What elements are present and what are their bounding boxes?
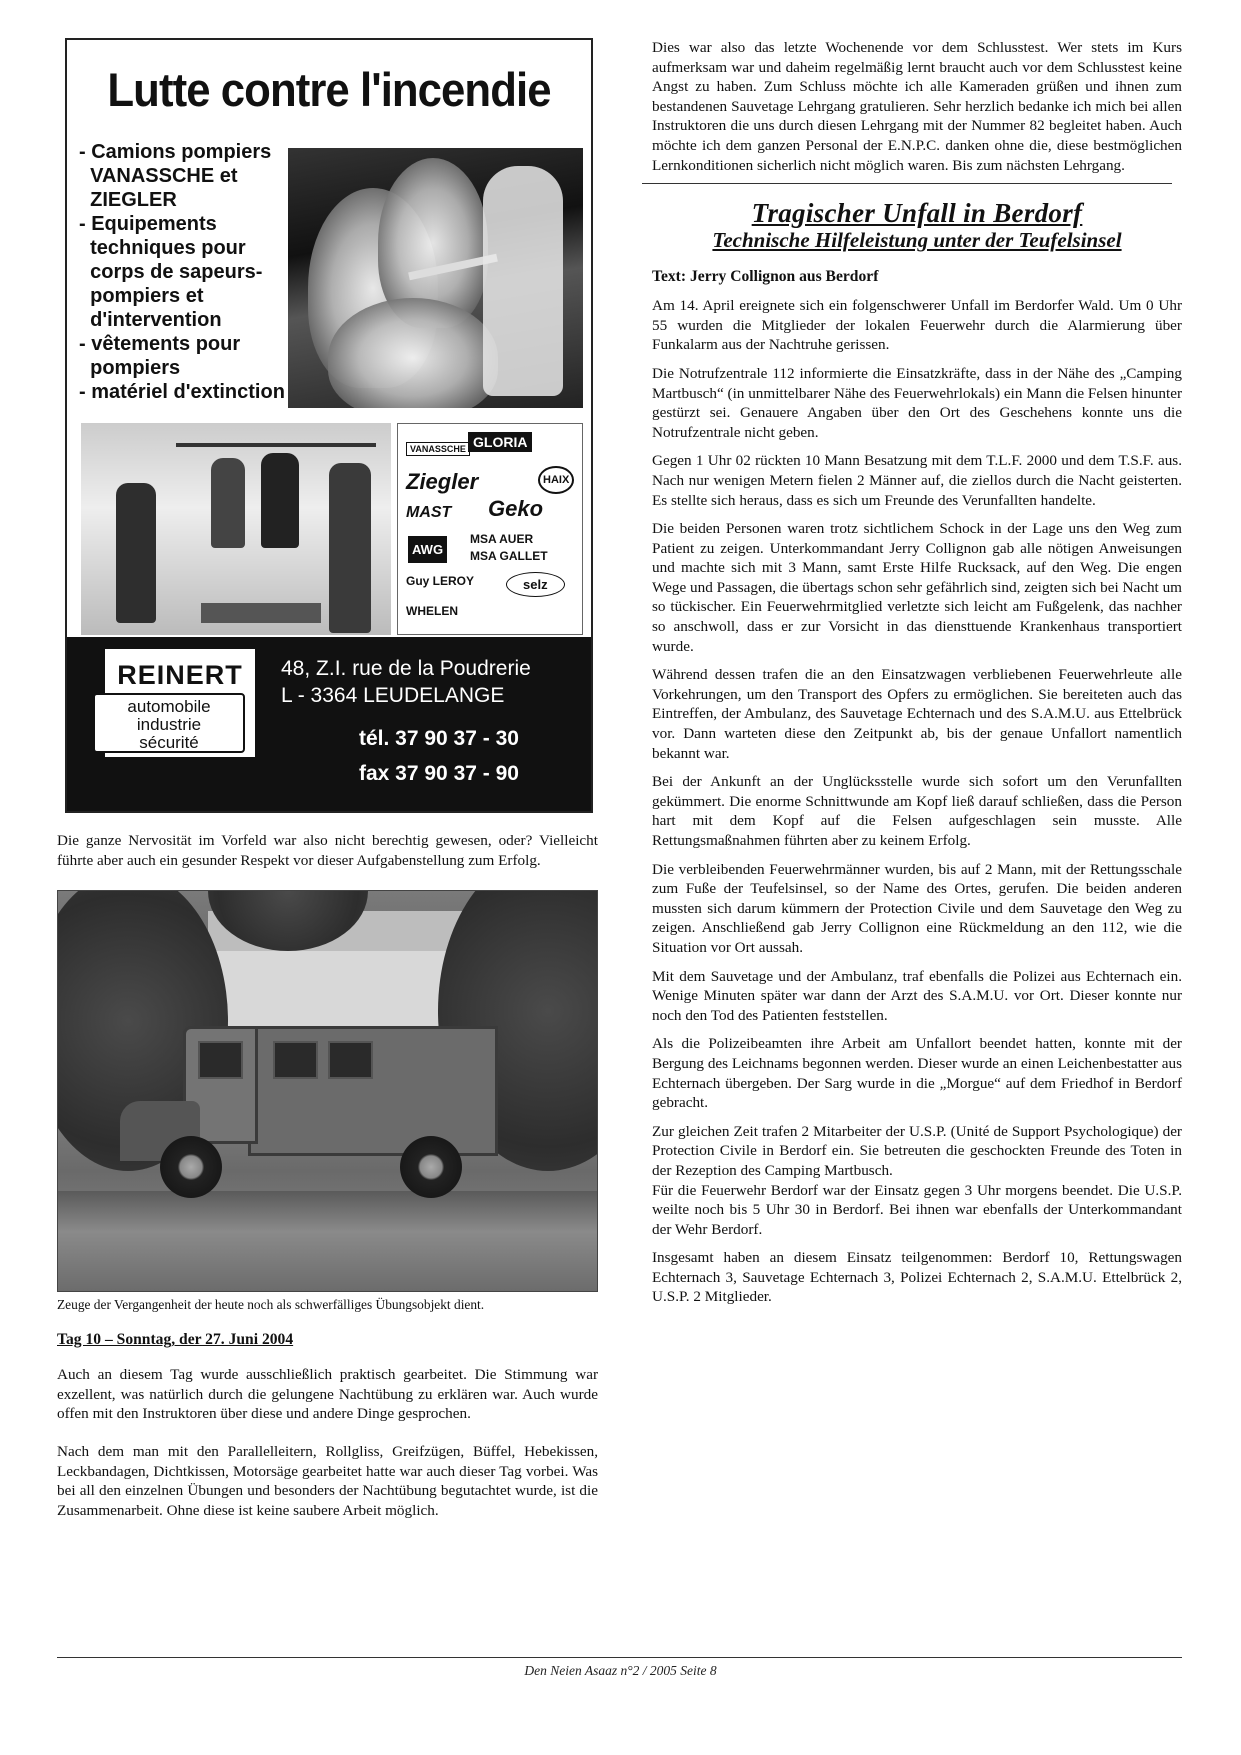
- firefighter-photo: [288, 148, 583, 408]
- article-paragraph: Während dessen trafen die an den Einsatzwagen verbliebenen Feuerwehrleute alle Vorkehrungen, um den Transport des Opfers zu ermöglichen. Sie bereiteten auch das Eintreffen, der Ambulanz, des Sauvetage Echternach und des S.A.M.U. aus Ettelbrück vor. Dann warteten diese den Zeitpunkt ab, bis der genaue Unfallort namentlich bekannt war.: [652, 666, 1182, 762]
- company-address: [281, 655, 581, 787]
- ad-list-line: - Camions pompiers: [79, 141, 272, 163]
- brand-guy-leroy: Guy LEROY: [406, 574, 475, 588]
- brand-haix: HAIX: [538, 466, 574, 494]
- article-paragraph-total: Insgesamt haben an diesem Einsatz teilgenommen: Berdorf 10, Rettungswagen Echternach 3, Sauvetage Echternach 3, Polizei Echternach 2, S.A.M.U. Ettelbrück 2, U.S.P. 2 Mitglieder.: [652, 1249, 1182, 1306]
- telephone: tél. 37 90 37 - 30: [359, 727, 519, 750]
- article-subtitle: Technische Hilfeleistung unter der Teufelsinsel: [712, 228, 1122, 253]
- ad-list-line: techniques pour: [79, 237, 246, 259]
- page-footer: Den Neien Asaaz n°2 / 2005 Seite 8: [524, 1663, 717, 1678]
- company-name: REINERT: [117, 660, 243, 690]
- article-paragraph: Die beiden Personen waren trotz sichtlichem Schock in der Lage uns den Weg zum Patient zu zeigen. Unterkommandant Jerry Collignon gab alle nötigen Anweisungen und machte sich mit 3 Mann, samt Erste Hilfe Rucksack, auf den Weg. Die engen Wege und Passagen, die übertags schon sehr gefährlich sind, zeigten sich bei Nacht um so tückischer. Ein Feuerwehrmitglied verletzte sich leicht am Fußgelenk, das nachher so anschwoll, dass er zur Vorsicht in das diensttuende Krankenhaus transportiert wurde.: [652, 520, 1182, 655]
- brand-geko: Geko: [488, 496, 544, 521]
- ad-list-line: ZIEGLER: [79, 189, 177, 211]
- address-line-2: L - 3364 LEUDELANGE: [281, 684, 505, 707]
- article-paragraph: Als die Polizeibeamten ihre Arbeit am Unfallort beendet hatten, konnte mit der Bergung des Leichnams begonnen werden. Dieser wurde an einen Leichenbestatter aus Echternach übergeben. Der Sarg wurde in die „Morgue“ auf dem Friedhof in Berdorf gebracht.: [652, 1035, 1182, 1112]
- brand-msa-gallet: MSA GALLET: [470, 549, 548, 563]
- day-paragraph-1: Auch an diesem Tag wurde ausschließlich praktisch gearbeitet. Die Stimmung war exzellent, was natürlich durch die gelungene Nachtübung zu erklären war. Auch wurde offen mit den Instruktoren über diese und andere Dinge gesprochen.: [57, 1366, 598, 1423]
- brand-selz: selz: [506, 572, 565, 597]
- article-paragraph: Am 14. April ereignete sich ein folgenschwerer Unfall im Berdorfer Wald. Um 0 Uhr 55 wurden die Mitglieder der lokalen Feuerwehr durch die Alarmierung über Funkalarm aus der Nachtruhe gerissen.: [652, 297, 1182, 354]
- tagline-line: industrie: [136, 715, 202, 734]
- ad-list-line: - vêtements pour: [79, 333, 241, 355]
- address-line-1: 48, Z.I. rue de la Poudrerie: [281, 657, 531, 680]
- brand-vanassche: VANASSCHE: [406, 442, 470, 456]
- fax: fax 37 90 37 - 90: [359, 762, 519, 785]
- brand-awg: AWG: [408, 536, 447, 563]
- right-column: [652, 38, 1182, 1316]
- tagline-line: automobile: [127, 697, 211, 716]
- ad-list-line: pompiers: [79, 357, 181, 379]
- article-paragraph: Die Notrufzentrale 112 informierte die Einsatzkräfte, dass in der Nähe des „Camping Martbusch“ (in unmittelbarer Nähe des Feuerwehrlokals) ein Mann die Felsen hinunter gestürzt sei. Genauere Angaben über den Ort des Geschehens konnte uns die Notrufzentrale nicht geben.: [652, 364, 1182, 441]
- photo-caption: Zeuge der Vergangenheit der heute noch als schwerfälliges Übungsobjekt dient.: [57, 1297, 485, 1313]
- brand-logos: [397, 423, 583, 635]
- company-tagline: [93, 693, 245, 753]
- article-byline: Text: Jerry Collignon aus Berdorf: [652, 268, 879, 286]
- advertisement: [65, 38, 593, 813]
- left-column: [57, 38, 598, 1529]
- ad-list-line: d'intervention: [79, 309, 222, 331]
- ad-product-list: [79, 140, 284, 404]
- footer-rule: [57, 1657, 1182, 1658]
- ad-list-line: corps de sapeurs-: [79, 261, 263, 283]
- article-paragraph: Die verbleibenden Feuerwehrmänner wurden, bis auf 2 Mann, mit der Rettungsschale zum Fuße der Teufelsinsel, so der Name des Ortes, gerufen. Die beiden anderen mussten sich darum kümmern der Protection Civile und dem Sauvetage den Weg zu zeigen. Anschließend gab Jerry Collignon eine Rückmeldung an den 112, wie die Situation vor Ort aussah.: [652, 860, 1182, 956]
- brand-gloria: GLORIA: [468, 432, 532, 452]
- ad-footer: [67, 637, 591, 811]
- shop-photo: [81, 423, 391, 635]
- ad-list-line: - Equipements: [79, 213, 217, 235]
- day-heading: Tag 10 – Sonntag, der 27. Juni 2004: [57, 1331, 294, 1349]
- old-fire-truck-photo: [57, 890, 598, 1292]
- brand-mast: MAST: [406, 504, 452, 521]
- article-title: Tragischer Unfall in Berdorf: [751, 198, 1083, 229]
- article-paragraph: Gegen 1 Uhr 02 rückten 10 Mann Besatzung mit dem T.L.F. 2000 und dem T.S.F. aus. Nach nur wenigen Metern fielen 2 Männer auf, die ziellos durch die Nacht geisterten. Es stellte sich heraus, dass es sich um Freunde des Verunfallten handelte.: [652, 452, 1182, 509]
- brand-whelen: WHELEN: [406, 604, 458, 618]
- brand-msa-auer: MSA AUER: [470, 532, 534, 546]
- tagline-line: sécurité: [139, 733, 199, 752]
- article-paragraph-usp: Zur gleichen Zeit trafen 2 Mitarbeiter der U.S.P. (Unité de Support Psychologique) der Protection Civile in Berdorf ein. Sie betreuten die geschockten Freunde des Toten in der Rezeption des Camping Martbusch.: [652, 1122, 1182, 1179]
- day-paragraph-2: Nach dem man mit den Parallelleitern, Rollgliss, Greifzügen, Büffel, Hebekissen, Leckbandagen, Dichtkissen, Motorsäge gearbeitet hatte war auch dieser Tag vorbei. Was bei all den einzelnen Übungen und besonders der Nachtübung begutachtet wurde, ist die Zusammenarbeit. Ohne diese ist keine saubere Arbeit möglich.: [57, 1442, 598, 1519]
- intro-paragraph: Die ganze Nervosität im Vorfeld war also nicht berechtig gewesen, oder? Vielleicht führte aber auch ein gesunder Respekt vor dieser Aufgabenstellung zum Erfolg.: [57, 832, 598, 869]
- ad-title: Lutte contre l'incendie: [107, 63, 551, 116]
- ad-list-line: pompiers et: [79, 285, 204, 307]
- brand-ziegler: Ziegler: [406, 469, 479, 494]
- article-paragraph-end: Für die Feuerwehr Berdorf war der Einsatz gegen 3 Uhr morgens beendet. Die U.S.P. weilte noch bis 5 Uhr 30 in Berdorf. Bei ihnen war ebenfalls der Unterkommandant der Wehr Berdorf.: [652, 1181, 1182, 1238]
- article-paragraph: Mit dem Sauvetage und der Ambulanz, traf ebenfalls die Polizei aus Echternach ein. Wenige Minuten später war dann der Arzt des S.A.M.U. vor Ort. Dieser konnte nur noch den Tod des Patienten feststellen.: [652, 967, 1182, 1024]
- article-paragraph: Bei der Ankunft an der Unglücksstelle wurde sich sofort um den Verunfallten gekümmert. Die enorme Schnittwunde am Kopf ließ darauf schließen, dass die Person hart mit dem Kopf auf die Felsen aufgeschlagen sein musste. Alle Rettungsmaßnahmen führten aber zu keinem Erfolg.: [652, 773, 1182, 849]
- closing-paragraph: Dies war also das letzte Wochenende vor dem Schlusstest. Wer stets im Kurs aufmerksam war und daheim regelmäßig lernt braucht auch vor dem Schlusstest keine Angst zu haben. Zum Schluss möchte ich alle Kameraden grüßen und ihnen zum bestandenen Sauvetage Lehrgang gratulieren. Sehr herzlich bedanke ich mich bei allen Instruktoren die uns durch diesen Lehrgang mit der Nummer 82 begleitet haben. Auch möchte ich dem ganzen Personal der E.N.P.C. danken ohne die, diese bestmöglichen Lernkonditionen sicherlich nicht möglich waren. Bis zum nächsten Lehrgang.: [652, 39, 1182, 174]
- ad-list-line: - matériel d'extinction: [79, 381, 285, 403]
- ad-list-line: VANASSCHE et: [79, 165, 238, 187]
- section-divider: [642, 183, 1172, 184]
